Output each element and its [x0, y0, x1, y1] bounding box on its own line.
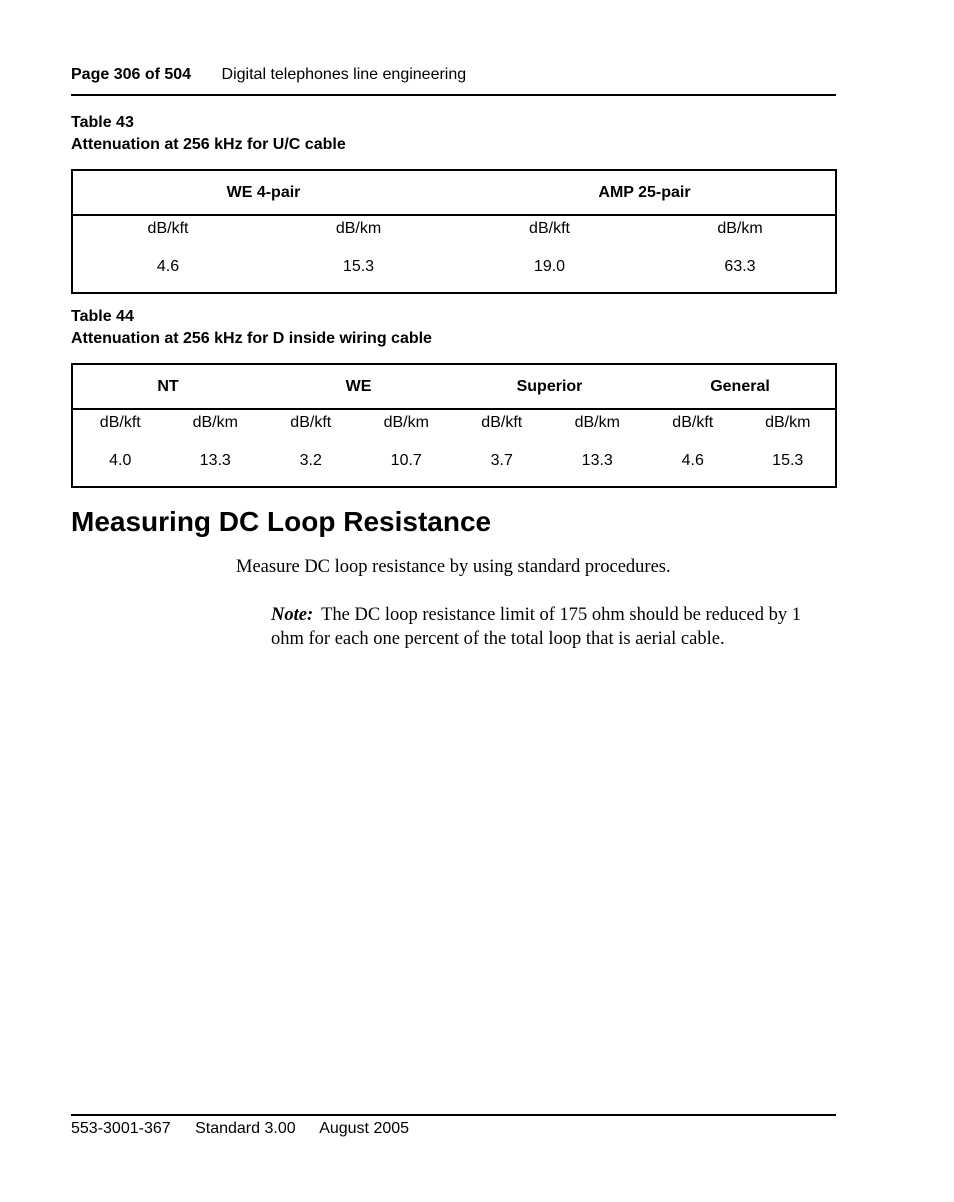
table43-values-row	[72, 256, 836, 293]
table44	[71, 363, 837, 488]
table44-value: 3.7	[490, 452, 513, 469]
table44-value: 4.6	[681, 452, 704, 469]
table44-unit: dB/kft	[672, 414, 714, 431]
table44-value: 10.7	[390, 452, 422, 469]
table44-units-row	[72, 409, 836, 450]
table43-group: AMP 25-pair	[454, 170, 836, 215]
section-title: Digital telephones line engineering	[221, 66, 467, 83]
table43-unit: dB/kft	[147, 220, 189, 237]
doc-standard: Standard 3.00	[195, 1120, 296, 1137]
table43-caption	[71, 112, 346, 156]
table44-group: WE	[263, 364, 454, 409]
note-text: The DC loop resistance limit of 175 ohm should be reduced by 1 ohm for each one percent of the total loop that is aerial cable.	[271, 605, 802, 649]
body-paragraph: Measure DC loop resistance by using standard procedures.	[236, 557, 671, 577]
table43-group: WE 4-pair	[72, 170, 454, 215]
table43-unit: dB/km	[335, 220, 382, 237]
table44-values-row	[72, 450, 836, 487]
table44-caption	[71, 306, 432, 350]
page-number: Page 306 of 504	[71, 66, 192, 83]
table44-value: 13.3	[199, 452, 231, 469]
table43-units-row	[72, 215, 836, 256]
table44-unit: dB/km	[192, 414, 238, 431]
doc-date: August 2005	[319, 1120, 410, 1137]
table44-value: 4.0	[109, 452, 132, 469]
table44-group: General	[645, 364, 836, 409]
table44-number: Table 44	[71, 308, 134, 325]
table44-unit: dB/km	[765, 414, 811, 431]
note	[271, 603, 831, 651]
table43-value: 15.3	[342, 258, 375, 275]
table44-group: NT	[72, 364, 263, 409]
table44-group: Superior	[454, 364, 645, 409]
table44-unit: dB/km	[383, 414, 429, 431]
note-label: Note:	[271, 605, 314, 625]
table44-value: 3.2	[299, 452, 322, 469]
table44-unit: dB/kft	[99, 414, 141, 431]
page-header	[71, 66, 836, 96]
table43-value: 19.0	[533, 258, 566, 275]
table44-unit: dB/kft	[481, 414, 523, 431]
table44-title: Attenuation at 256 kHz for D inside wiring cable	[71, 330, 432, 347]
table44-value: 15.3	[772, 452, 804, 469]
table43	[71, 169, 837, 294]
table44-value: 13.3	[581, 452, 613, 469]
page-footer	[71, 1114, 836, 1138]
table43-title: Attenuation at 256 kHz for U/C cable	[71, 136, 346, 153]
table43-value: 4.6	[156, 258, 180, 275]
table44-group-row	[72, 364, 836, 409]
table43-value: 63.3	[724, 258, 756, 275]
table43-group-row	[72, 170, 836, 215]
table44-unit: dB/km	[574, 414, 620, 431]
section-heading: Measuring DC Loop Resistance	[71, 506, 492, 537]
doc-number: 553-3001-367	[71, 1120, 171, 1137]
table43-number: Table 43	[71, 114, 134, 131]
table43-unit: dB/kft	[529, 220, 570, 237]
table43-unit: dB/km	[717, 220, 763, 237]
table44-unit: dB/kft	[290, 414, 332, 431]
